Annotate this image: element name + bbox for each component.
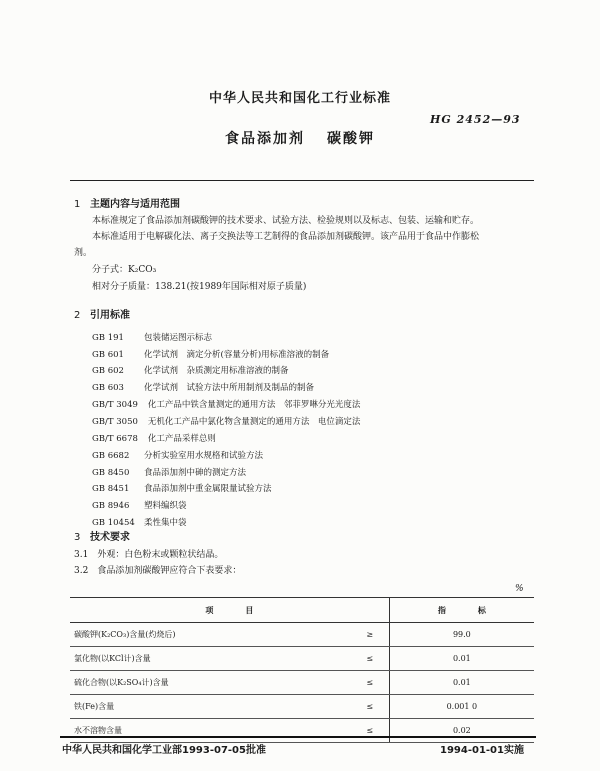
reference-name: 食品添加剂中砷的测定方法 bbox=[144, 468, 247, 478]
section-2-title bbox=[74, 306, 130, 321]
section-1-number: 1 bbox=[74, 199, 81, 210]
reference-item bbox=[92, 381, 314, 393]
row-value: 0.01 bbox=[389, 647, 534, 671]
table-row bbox=[70, 695, 534, 719]
reference-name: 包装储运图示标志 bbox=[144, 333, 213, 343]
section-3-title-text: 技术要求 bbox=[90, 532, 130, 543]
row-value: 0.01 bbox=[389, 671, 534, 695]
table-row bbox=[70, 671, 534, 695]
column-header-spec: 指 标 bbox=[389, 598, 534, 623]
appearance-requirement: 3.1 外观：白色粉末或颗粒状结晶。 bbox=[74, 550, 224, 560]
row-symbol: ≤ bbox=[351, 647, 390, 671]
reference-code: GB 601 bbox=[92, 350, 124, 360]
reference-code: GB/T 3049 bbox=[92, 400, 138, 410]
footer-divider bbox=[60, 736, 536, 738]
row-symbol: ≥ bbox=[351, 623, 390, 647]
reference-name: 柔性集中袋 bbox=[144, 518, 187, 528]
table-row bbox=[70, 719, 534, 743]
reference-name: 化工产品采样总则 bbox=[147, 434, 216, 444]
implementation-date: 1994-01-01实施 bbox=[440, 745, 524, 756]
reference-code: GB 602 bbox=[92, 366, 124, 376]
row-item: 氯化物(以KCl计)含量 bbox=[70, 647, 351, 671]
reference-code: GB/T 3050 bbox=[92, 417, 138, 427]
relative-molecular-mass: 相对分子质量：138.21(按1989年国际相对原子质量) bbox=[92, 282, 307, 292]
reference-name: 塑料编织袋 bbox=[144, 501, 187, 511]
reference-item bbox=[92, 398, 360, 410]
reference-name: 化学试剂 滴定分析(容量分析)用标准溶液的制备 bbox=[144, 350, 330, 360]
header-divider bbox=[70, 180, 534, 181]
row-value: 0.02 bbox=[389, 719, 534, 743]
reference-name: 化学试剂 试验方法中所用制剂及制品的制备 bbox=[144, 383, 315, 393]
table-row bbox=[70, 647, 534, 671]
section-1-para-2-line-1: 本标准适用于电解碳化法、离子交换法等工艺制得的食品添加剂碳酸钾。该产品用于食品中作膨松 bbox=[92, 232, 480, 242]
table-header-row bbox=[70, 598, 534, 623]
reference-code: GB 6682 bbox=[92, 451, 130, 461]
reference-code: GB 8451 bbox=[92, 484, 130, 494]
reference-name: 食品添加剂中重金属限量试验方法 bbox=[144, 484, 272, 494]
reference-name: 分析实验室用水规格和试验方法 bbox=[144, 451, 264, 461]
reference-item bbox=[92, 432, 216, 444]
section-2-title-text: 引用标准 bbox=[90, 310, 130, 321]
reference-item bbox=[92, 499, 187, 511]
requirements-table bbox=[70, 597, 534, 743]
reference-item bbox=[92, 364, 289, 376]
reference-item bbox=[92, 482, 272, 494]
reference-item bbox=[92, 516, 187, 528]
section-3-title bbox=[74, 528, 130, 543]
reference-item bbox=[92, 348, 329, 360]
reference-code: GB 603 bbox=[92, 383, 124, 393]
reference-code: GB/T 6678 bbox=[92, 434, 138, 444]
reference-item bbox=[92, 415, 360, 427]
table-row bbox=[70, 623, 534, 647]
standard-number: HG 2452—93 bbox=[430, 113, 521, 126]
section-1-para-1: 本标准规定了食品添加剂碳酸钾的技术要求、试验方法、检验规则以及标志、包装、运输和贮存。 bbox=[92, 216, 480, 226]
reference-item bbox=[92, 466, 246, 478]
reference-item bbox=[92, 331, 212, 343]
section-1-para-2-line-2: 剂。 bbox=[74, 248, 93, 258]
reference-code: GB 8946 bbox=[92, 501, 130, 511]
approval-statement: 中华人民共和国化学工业部1993-07-05批准 bbox=[62, 745, 266, 756]
section-1-title-text: 主题内容与适用范围 bbox=[90, 199, 180, 210]
row-item: 水不溶物含量 bbox=[70, 719, 351, 743]
row-item: 碳酸钾(K₂CO₃)含量(灼烧后) bbox=[70, 623, 351, 647]
row-item: 铁(Fe)含量 bbox=[70, 695, 351, 719]
row-symbol: ≤ bbox=[351, 671, 390, 695]
table-intro: 3.2 食品添加剂碳酸钾应符合下表要求： bbox=[74, 566, 242, 576]
row-value: 0.001 0 bbox=[389, 695, 534, 719]
column-header-item: 项 目 bbox=[70, 598, 389, 623]
unit-label: % bbox=[515, 584, 524, 594]
molecular-formula: 分子式：K₂CO₃ bbox=[92, 265, 157, 275]
industry-standard-heading: 中华人民共和国化工行业标准 bbox=[208, 91, 391, 106]
reference-name: 无机化工产品中氯化物含量测定的通用方法 电位滴定法 bbox=[147, 417, 361, 427]
section-1-title bbox=[74, 195, 180, 210]
reference-name: 化学试剂 杂质测定用标准溶液的制备 bbox=[144, 366, 289, 376]
title-part-1: 食品添加剂 bbox=[225, 131, 305, 147]
section-3-number: 3 bbox=[74, 532, 81, 543]
row-symbol: ≤ bbox=[351, 695, 390, 719]
document-title bbox=[0, 128, 600, 148]
reference-code: GB 191 bbox=[92, 333, 124, 343]
section-2-number: 2 bbox=[74, 310, 81, 321]
reference-name: 化工产品中铁含量测定的通用方法 邻菲罗啉分光光度法 bbox=[147, 400, 361, 410]
reference-code: GB 10454 bbox=[92, 518, 135, 528]
title-part-2: 碳酸钾 bbox=[327, 131, 375, 147]
reference-code: GB 8450 bbox=[92, 468, 130, 478]
reference-item bbox=[92, 449, 263, 461]
row-item: 硫化合物(以K₂SO₄计)含量 bbox=[70, 671, 351, 695]
row-symbol: ≤ bbox=[351, 719, 390, 743]
row-value: 99.0 bbox=[389, 623, 534, 647]
